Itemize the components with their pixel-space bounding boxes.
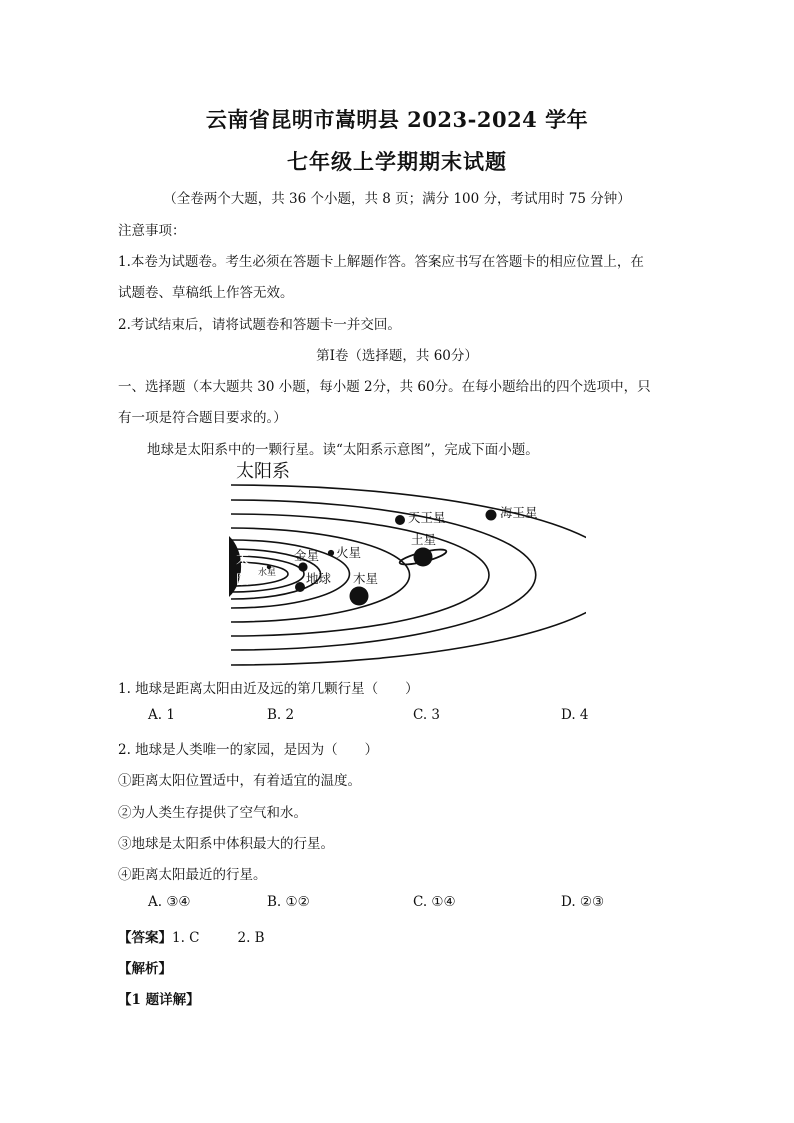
solar-system-diagram [226, 456, 586, 670]
q1-option-c: C. 3 [413, 707, 441, 723]
saturn-label: 土星 [411, 532, 437, 547]
answer-label: 【答案】 [118, 930, 172, 946]
mercury-label: 水星 [258, 568, 277, 578]
q1-option-b: B. 2 [267, 707, 295, 723]
document-title: 云南省昆明市嵩明县 2023-2024 学年 [205, 107, 589, 132]
q2-stem: 2. 地球是人类唯一的家园，是因为（ ） [118, 742, 379, 758]
q1-stem: 1. 地球是距离太阳由近及远的第几颗行星（ ） [118, 681, 419, 697]
note-1-line-1: 1.本卷为试题卷。考生必须在答题卡上解题作答。答案应书写在答题卡的相应位置上，在 [118, 254, 644, 270]
part1-line-1: 一、选择题（本大题共 30 小题，每小题 2分，共 60分。在每小题给出的四个选项中，只 [118, 379, 651, 395]
answer-2: 2. B [237, 930, 265, 946]
earth-icon [295, 582, 305, 592]
mars-icon [328, 550, 334, 556]
q2-statement-4: ④距离太阳最近的行星。 [118, 867, 267, 883]
question-intro: 地球是太阳系中的一颗行星。读“太阳系示意图”，完成下面小题。 [147, 442, 539, 458]
answer-1: 1. C [172, 930, 200, 946]
uranus-icon [395, 515, 405, 525]
analysis-heading: 【解析】 [118, 961, 172, 977]
saturn-icon [414, 548, 433, 567]
part1-line-2: 有一项是符合题目要求的。） [118, 410, 287, 426]
q1-option-a: A. 1 [148, 707, 175, 723]
jupiter-label: 木星 [353, 571, 379, 586]
document-subtitle: 七年级上学期期末试题 [287, 149, 507, 174]
q2-option-d: D. ②③ [561, 894, 605, 910]
diagram-title: 太阳系 [236, 461, 290, 482]
q1-option-d: D. 4 [561, 707, 589, 723]
note-2: 2.考试结束后，请将试题卷和答题卡一并交回。 [118, 317, 401, 333]
q2-option-c: C. ①④ [413, 894, 456, 910]
exam-info: （全卷两个大题，共 36 个小题，共 8 页；满分 100 分，考试用时 75 分钟） [163, 191, 631, 207]
neptune-label: 海王星 [500, 505, 538, 520]
q2-option-b: B. ①② [267, 894, 310, 910]
jupiter-icon [350, 587, 369, 606]
answer-line [118, 926, 265, 946]
q2-option-a: A. ③④ [148, 894, 191, 910]
notes-heading: 注意事项： [118, 223, 186, 239]
q2-statement-2: ②为人类生存提供了空气和水。 [118, 805, 307, 821]
venus-label: 金星 [294, 548, 320, 563]
mars-label: 火星 [336, 545, 362, 560]
orbit-uranus [231, 500, 536, 650]
analysis-subheading: 【1 题详解】 [118, 992, 200, 1008]
neptune-icon [486, 510, 497, 521]
uranus-label: 天王星 [408, 510, 446, 525]
q2-statement-3: ③地球是太阳系中体积最大的行星。 [118, 836, 334, 852]
sun-label-1: 太 [236, 552, 250, 567]
sun-label-2: 阳 [236, 573, 250, 588]
volume-heading: 第Ⅰ卷（选择题，共 60分） [316, 348, 478, 364]
earth-label: 地球 [306, 571, 332, 586]
q2-statement-1: ①距离太阳位置适中，有着适宜的温度。 [118, 773, 361, 789]
note-1-line-2: 试题卷、草稿纸上作答无效。 [118, 285, 294, 301]
